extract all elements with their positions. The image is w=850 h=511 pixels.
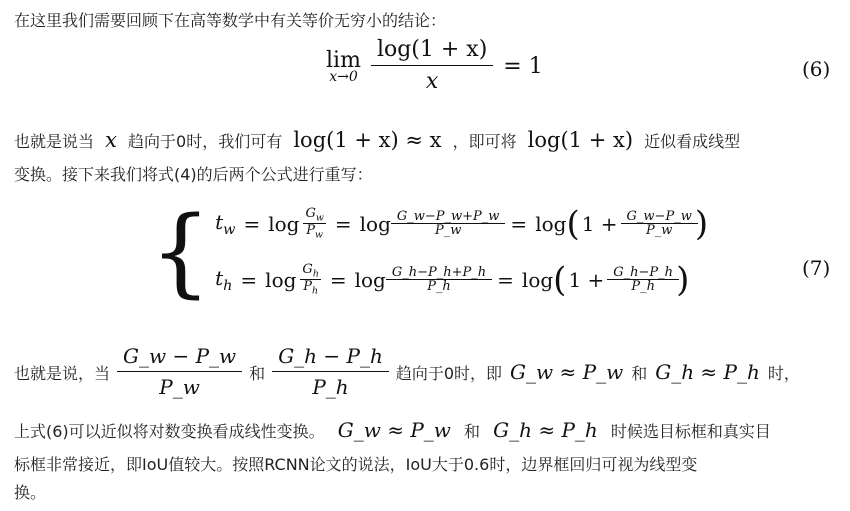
eq7-row-w: $t_w$ = log $\frac{G_w}{P_w}$ = log $\frac{G\_w-P\_w+P\_w}{P\_w}$ = log ( 1 + $\frac{G\_w-P\_w}{P\_w}$ ) — [215, 204, 709, 244]
eq6-rhs: = 1 — [503, 53, 543, 79]
paragraph-3-line-1 — [14, 346, 800, 398]
p3-text-1: 也就是说，当 — [14, 363, 111, 383]
p3-text-3: 时， — [767, 363, 800, 383]
equals-sign: = — [243, 212, 261, 236]
p2-text-2: 趋向于0时，我们可有 — [128, 132, 283, 151]
th-symbol: $t_h$ — [215, 265, 233, 295]
p2-text-3: ，即可将 — [452, 132, 517, 151]
log-operator: log — [268, 212, 300, 236]
p3-frac-h-den: P_h — [272, 371, 389, 398]
p2-text-4: 近似看成线型 — [644, 132, 741, 151]
equation-number-7: (7) — [802, 256, 831, 280]
paragraph-2-line-2: 变换。接下来我们将式(4)的后两个公式进行重写： — [14, 165, 373, 184]
lim-subscript: x→0 — [329, 68, 358, 85]
p3-frac-w-num: G_w − P_w — [123, 344, 237, 368]
p3-line2-text-b: 时候选目标框和真实目 — [610, 422, 771, 441]
p3-frac-h-num: G_h − P_h — [278, 344, 383, 368]
intro-text: 在这里我们需要回顾下在高等数学中有关等价无穷小的结论： — [14, 11, 447, 30]
p2-math-approx: log(1 + x) ≈ x — [293, 128, 442, 152]
paragraph-3-line-2: 上式(6)可以近似将对数变换看成线性变换。 G_w ≈ P_w 和 G_h ≈ P_h 时候选目标框和真实目 — [14, 418, 771, 442]
paragraph-3-line-4: 换。 — [14, 483, 47, 502]
p3-math-h-approx: G_h ≈ P_h — [655, 360, 760, 384]
left-brace: { — [150, 196, 212, 308]
paragraph-2-line-1 — [14, 128, 740, 152]
eq6-numerator: log(1 + x) — [376, 37, 488, 62]
p3-and-1: 和 — [249, 363, 266, 383]
p3-text-2: 趋向于0时，即 — [395, 363, 503, 383]
p2-math-x: x — [105, 128, 117, 152]
p3-math-w-approx: G_w ≈ P_w — [510, 360, 624, 384]
lim-operator: lim — [326, 47, 361, 73]
p2-text-1: 也就是说当 — [14, 132, 95, 151]
p3-and-2: 和 — [631, 363, 648, 383]
equation-6 — [326, 38, 543, 94]
tw-symbol: $t_w$ — [215, 209, 236, 239]
p3-line2-text: 上式(6)可以近似将对数变换看成线性变换。 — [14, 422, 325, 441]
equation-number-6: (6) — [802, 57, 831, 81]
p3-frac-w-den: P_w — [117, 371, 242, 398]
paragraph-3-line-3: 标框非常接近，即IoU值较大。按照RCNN论文的说法，IoU大于0.6时，边界框回归可视为线型变 — [14, 455, 698, 474]
eq6-denominator: x — [371, 65, 493, 94]
equation-7 — [150, 196, 708, 308]
eq7-row-h: $t_h$ = log $\frac{G_h}{P_h}$ = log $\frac{G\_h-P\_h+P\_h}{P\_h}$ = log ( 1 + $\frac{G\_h-P\_h}{P\_h}$ ) — [215, 260, 690, 300]
p2-math-log: log(1 + x) — [527, 128, 634, 152]
